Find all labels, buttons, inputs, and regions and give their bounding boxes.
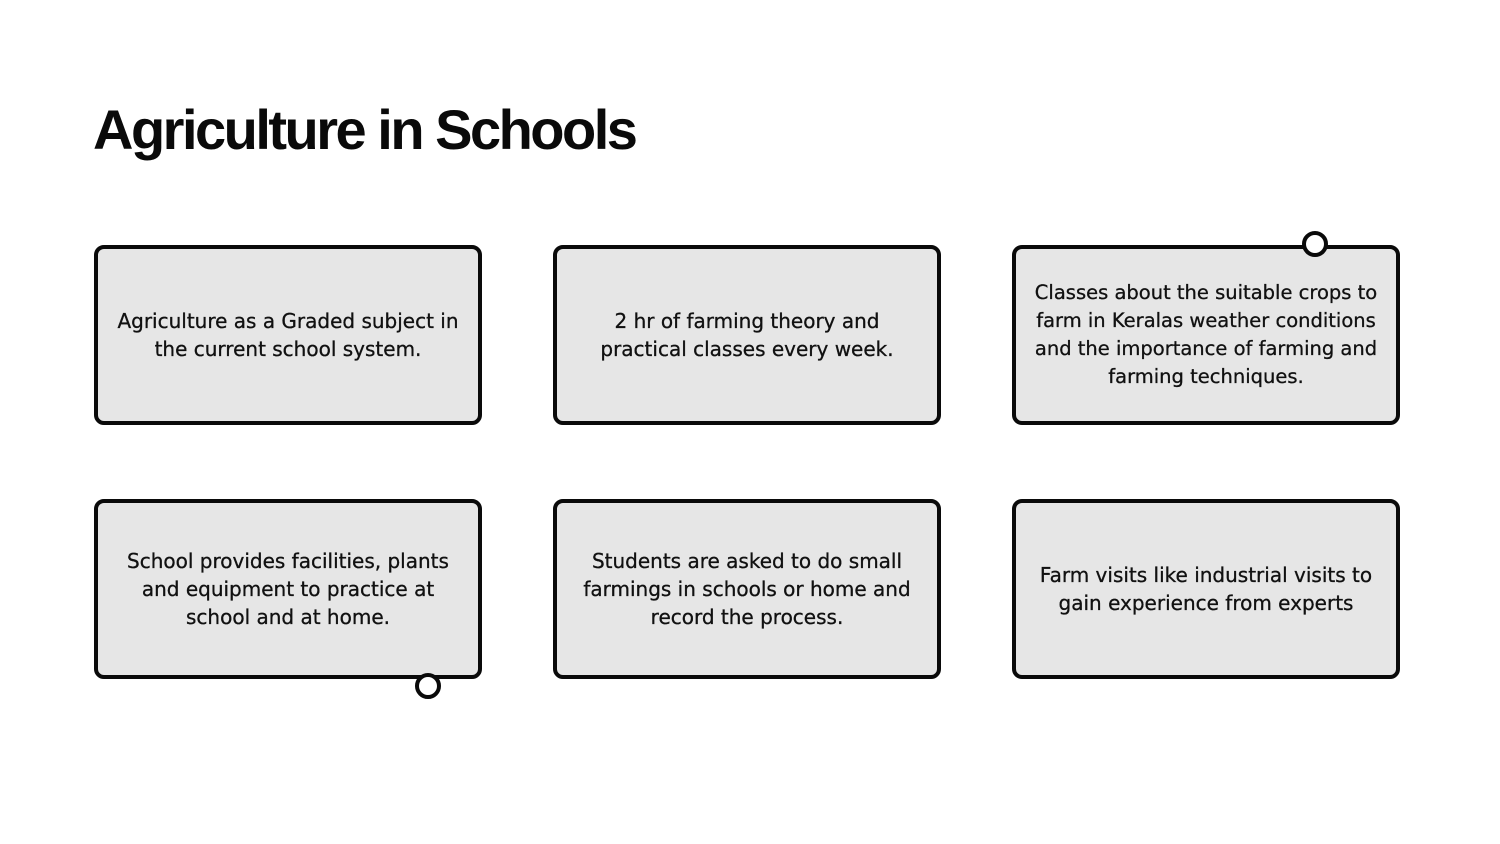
card-facilities — [94, 499, 482, 679]
slide-title: Agriculture in Schools — [93, 98, 636, 161]
card-text: Farm visits like industrial visits to gain experience from experts — [1039, 563, 1373, 615]
card-text: Classes about the suitable crops to farm in Keralas weather conditions and the importance of farming and farming techniques. — [1034, 281, 1378, 388]
card-small-farming — [553, 499, 941, 679]
card-graded-subject — [94, 245, 482, 425]
decorative-circle-icon — [1302, 231, 1328, 257]
card-text: Students are asked to do small farmings in schools or home and record the process. — [583, 549, 911, 629]
card-text: 2 hr of farming theory and practical classes every week. — [600, 309, 894, 361]
card-suitable-crops — [1012, 245, 1400, 425]
card-weekly-classes — [553, 245, 941, 425]
card-text: School provides facilities, plants and equipment to practice at school and at home. — [127, 549, 449, 629]
decorative-circle-icon — [415, 673, 441, 699]
card-text: Agriculture as a Graded subject in the current school system. — [117, 309, 459, 361]
card-farm-visits — [1012, 499, 1400, 679]
